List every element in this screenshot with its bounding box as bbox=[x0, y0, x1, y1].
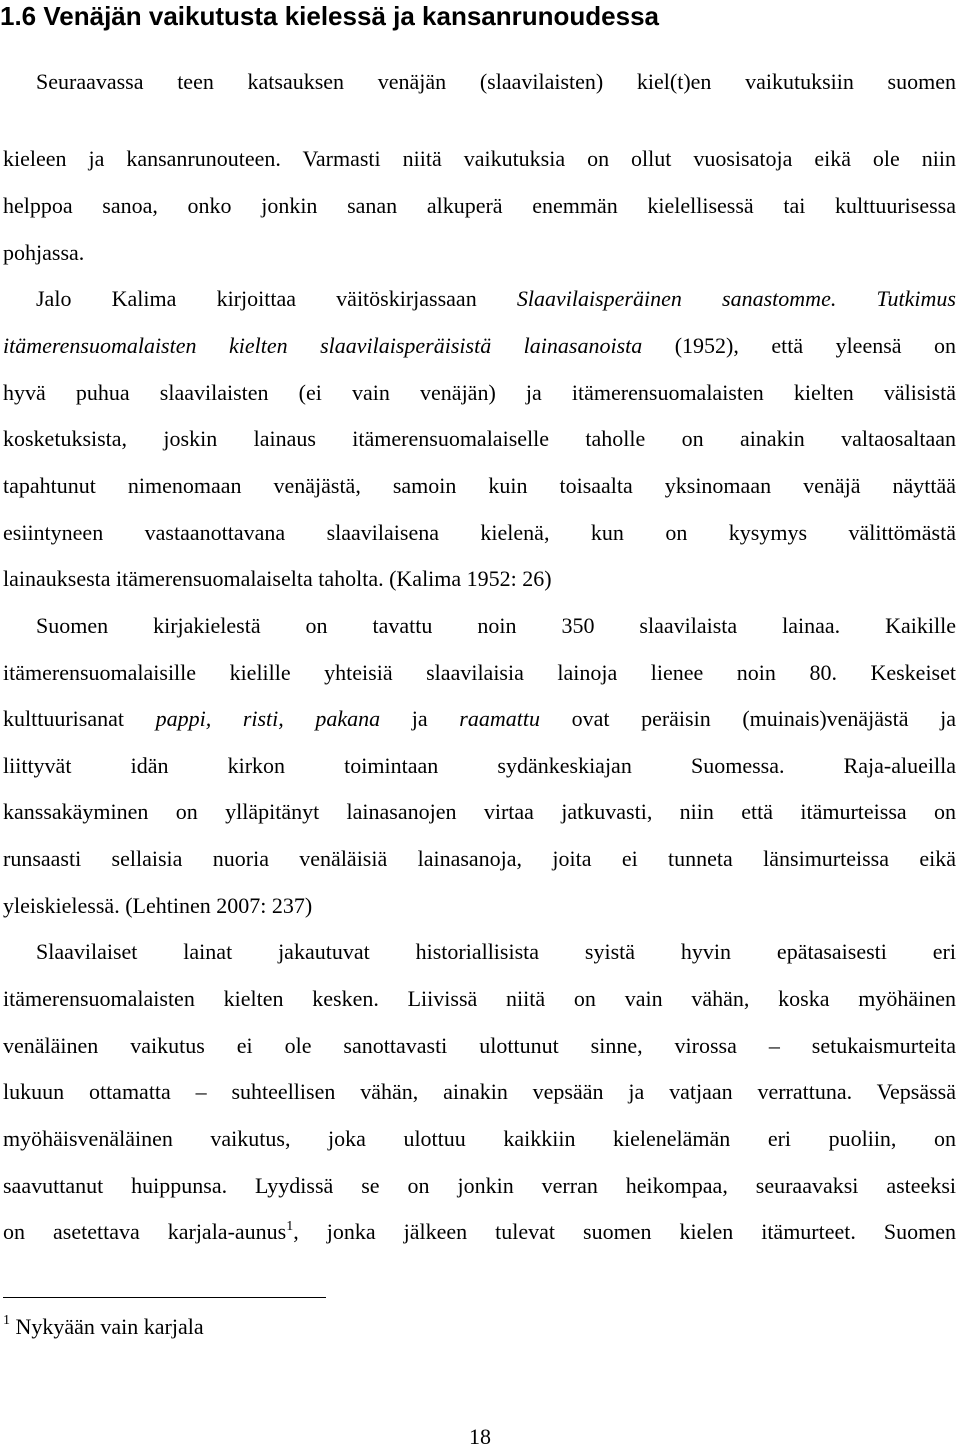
paragraph-4-line-2: itämerensuomalaisten kielten kesken. Liivissä niitä on vain vähän, koska myöhäinen bbox=[3, 986, 956, 1011]
text-run: Jalo Kalima kirjoittaa väitöskirjassaan bbox=[36, 286, 517, 311]
italic-book-title: Slaavilaisperäinen sanastomme. Tutkimus bbox=[516, 286, 956, 311]
italic-term: raamattu bbox=[459, 706, 540, 731]
paragraph-1-line-1: Seuraavassa teen katsauksen venäjän (slaavilaisten) kiel(t)en vaikutuksiin suomen bbox=[36, 69, 956, 94]
paragraph-2-line-1 bbox=[36, 284, 956, 314]
text-run: on asetettava karjala-aunus bbox=[3, 1219, 287, 1244]
paragraph-2-line-7: lainauksesta itämerensuomalaiselta taholta. (Kalima 1952: 26) bbox=[3, 566, 552, 591]
footnote-marker: 1 bbox=[3, 1313, 10, 1328]
footnote-separator bbox=[3, 1297, 326, 1298]
paragraph-3-line-4: liittyvät idän kirkon toimintaan sydänkeskiajan Suomessa. Raja-alueilla bbox=[3, 753, 956, 778]
text-run: ja bbox=[380, 706, 460, 731]
paragraph-3-line-7: yleiskielessä. (Lehtinen 2007: 237) bbox=[3, 893, 313, 918]
text-run: , jonka jälkeen tulevat suomen kielen itämurteet. Suomen bbox=[293, 1219, 957, 1244]
paragraph-2-line-4: kosketuksista, joskin lainaus itämerensuomalaiselle taholle on ainakin valtaosaltaan bbox=[3, 426, 956, 451]
paragraph-4-line-3: venäläinen vaikutus ei ole sanottavasti ulottunut sinne, virossa – setukaismurteita bbox=[3, 1033, 956, 1058]
paragraph-4-line-5: myöhäisvenäläinen vaikutus, joka ulottuu kaikkiin kielenelämän eri puoliin, on bbox=[3, 1126, 956, 1151]
paragraph-2-line-6: esiintyneen vastaanottavana slaavilaisena kielenä, kun on kysymys välittömästä bbox=[3, 520, 956, 545]
footnote-reference: 1 bbox=[286, 1219, 294, 1234]
paragraph-2-line-2 bbox=[3, 331, 956, 361]
page-number: 18 bbox=[469, 1424, 491, 1449]
paragraph-3-line-6: runsaasti sellaisia nuoria venäläisiä lainasanoja, joita ei tunneta länsimurteissa eikä bbox=[3, 846, 956, 871]
footnote-text: Nykyään vain karjala bbox=[10, 1314, 204, 1339]
text-run: (1952), että yleensä on bbox=[642, 333, 957, 358]
paragraph-4-line-1: Slaavilaiset lainat jakautuvat historiallisista syistä hyvin epätasaisesti eri bbox=[36, 939, 956, 964]
italic-book-title-continued: itämerensuomalaisten kielten slaavilaisperäisistä lainasanoista bbox=[3, 333, 643, 358]
section-heading: 1.6 Venäjän vaikutusta kielessä ja kansanrunoudessa bbox=[0, 1, 660, 31]
paragraph-2-line-5: tapahtunut nimenomaan venäjästä, samoin kuin toisaalta yksinomaan venäjä näyttää bbox=[3, 473, 956, 498]
footnote bbox=[3, 1312, 204, 1342]
paragraph-3-line-2: itämerensuomalaisille kielille yhteisiä slaavilaisia lainoja lienee noin 80. Keskeiset bbox=[3, 660, 956, 685]
paragraph-1-line-2: kieleen ja kansanrunouteen. Varmasti niitä vaikutuksia on ollut vuosisatoja eikä ole niin bbox=[3, 146, 956, 171]
paragraph-4-line-4: lukuun ottamatta – suhteellisen vähän, ainakin vepsään ja vatjaan verrattuna. Vepsässä bbox=[3, 1079, 956, 1104]
paragraph-1-line-4: pohjassa. bbox=[3, 240, 85, 265]
paragraph-4-line-7 bbox=[3, 1217, 956, 1247]
paragraph-3-line-1: Suomen kirjakielestä on tavattu noin 350 slaavilaista lainaa. Kaikille bbox=[36, 613, 956, 638]
text-run: kulttuurisanat bbox=[3, 706, 156, 731]
paragraph-2-line-3: hyvä puhua slaavilaisten (ei vain venäjän) ja itämerensuomalaisten kielten välisistä bbox=[3, 380, 956, 405]
text-run: ovat peräisin (muinais)venäjästä ja bbox=[539, 706, 956, 731]
paragraph-3-line-3 bbox=[3, 704, 956, 734]
paragraph-4-line-6: saavuttanut huippunsa. Lyydissä se on jonkin verran heikompaa, seuraavaksi asteeksi bbox=[3, 1173, 956, 1198]
paragraph-3-line-5: kanssakäyminen on ylläpitänyt lainasanojen virtaa jatkuvasti, niin että itämurteissa on bbox=[3, 799, 956, 824]
italic-term-list: pappi, risti, pakana bbox=[155, 706, 381, 731]
paragraph-1-line-3: helppoa sanoa, onko jonkin sanan alkuperä enemmän kielellisessä tai kulttuurisessa bbox=[3, 193, 956, 218]
